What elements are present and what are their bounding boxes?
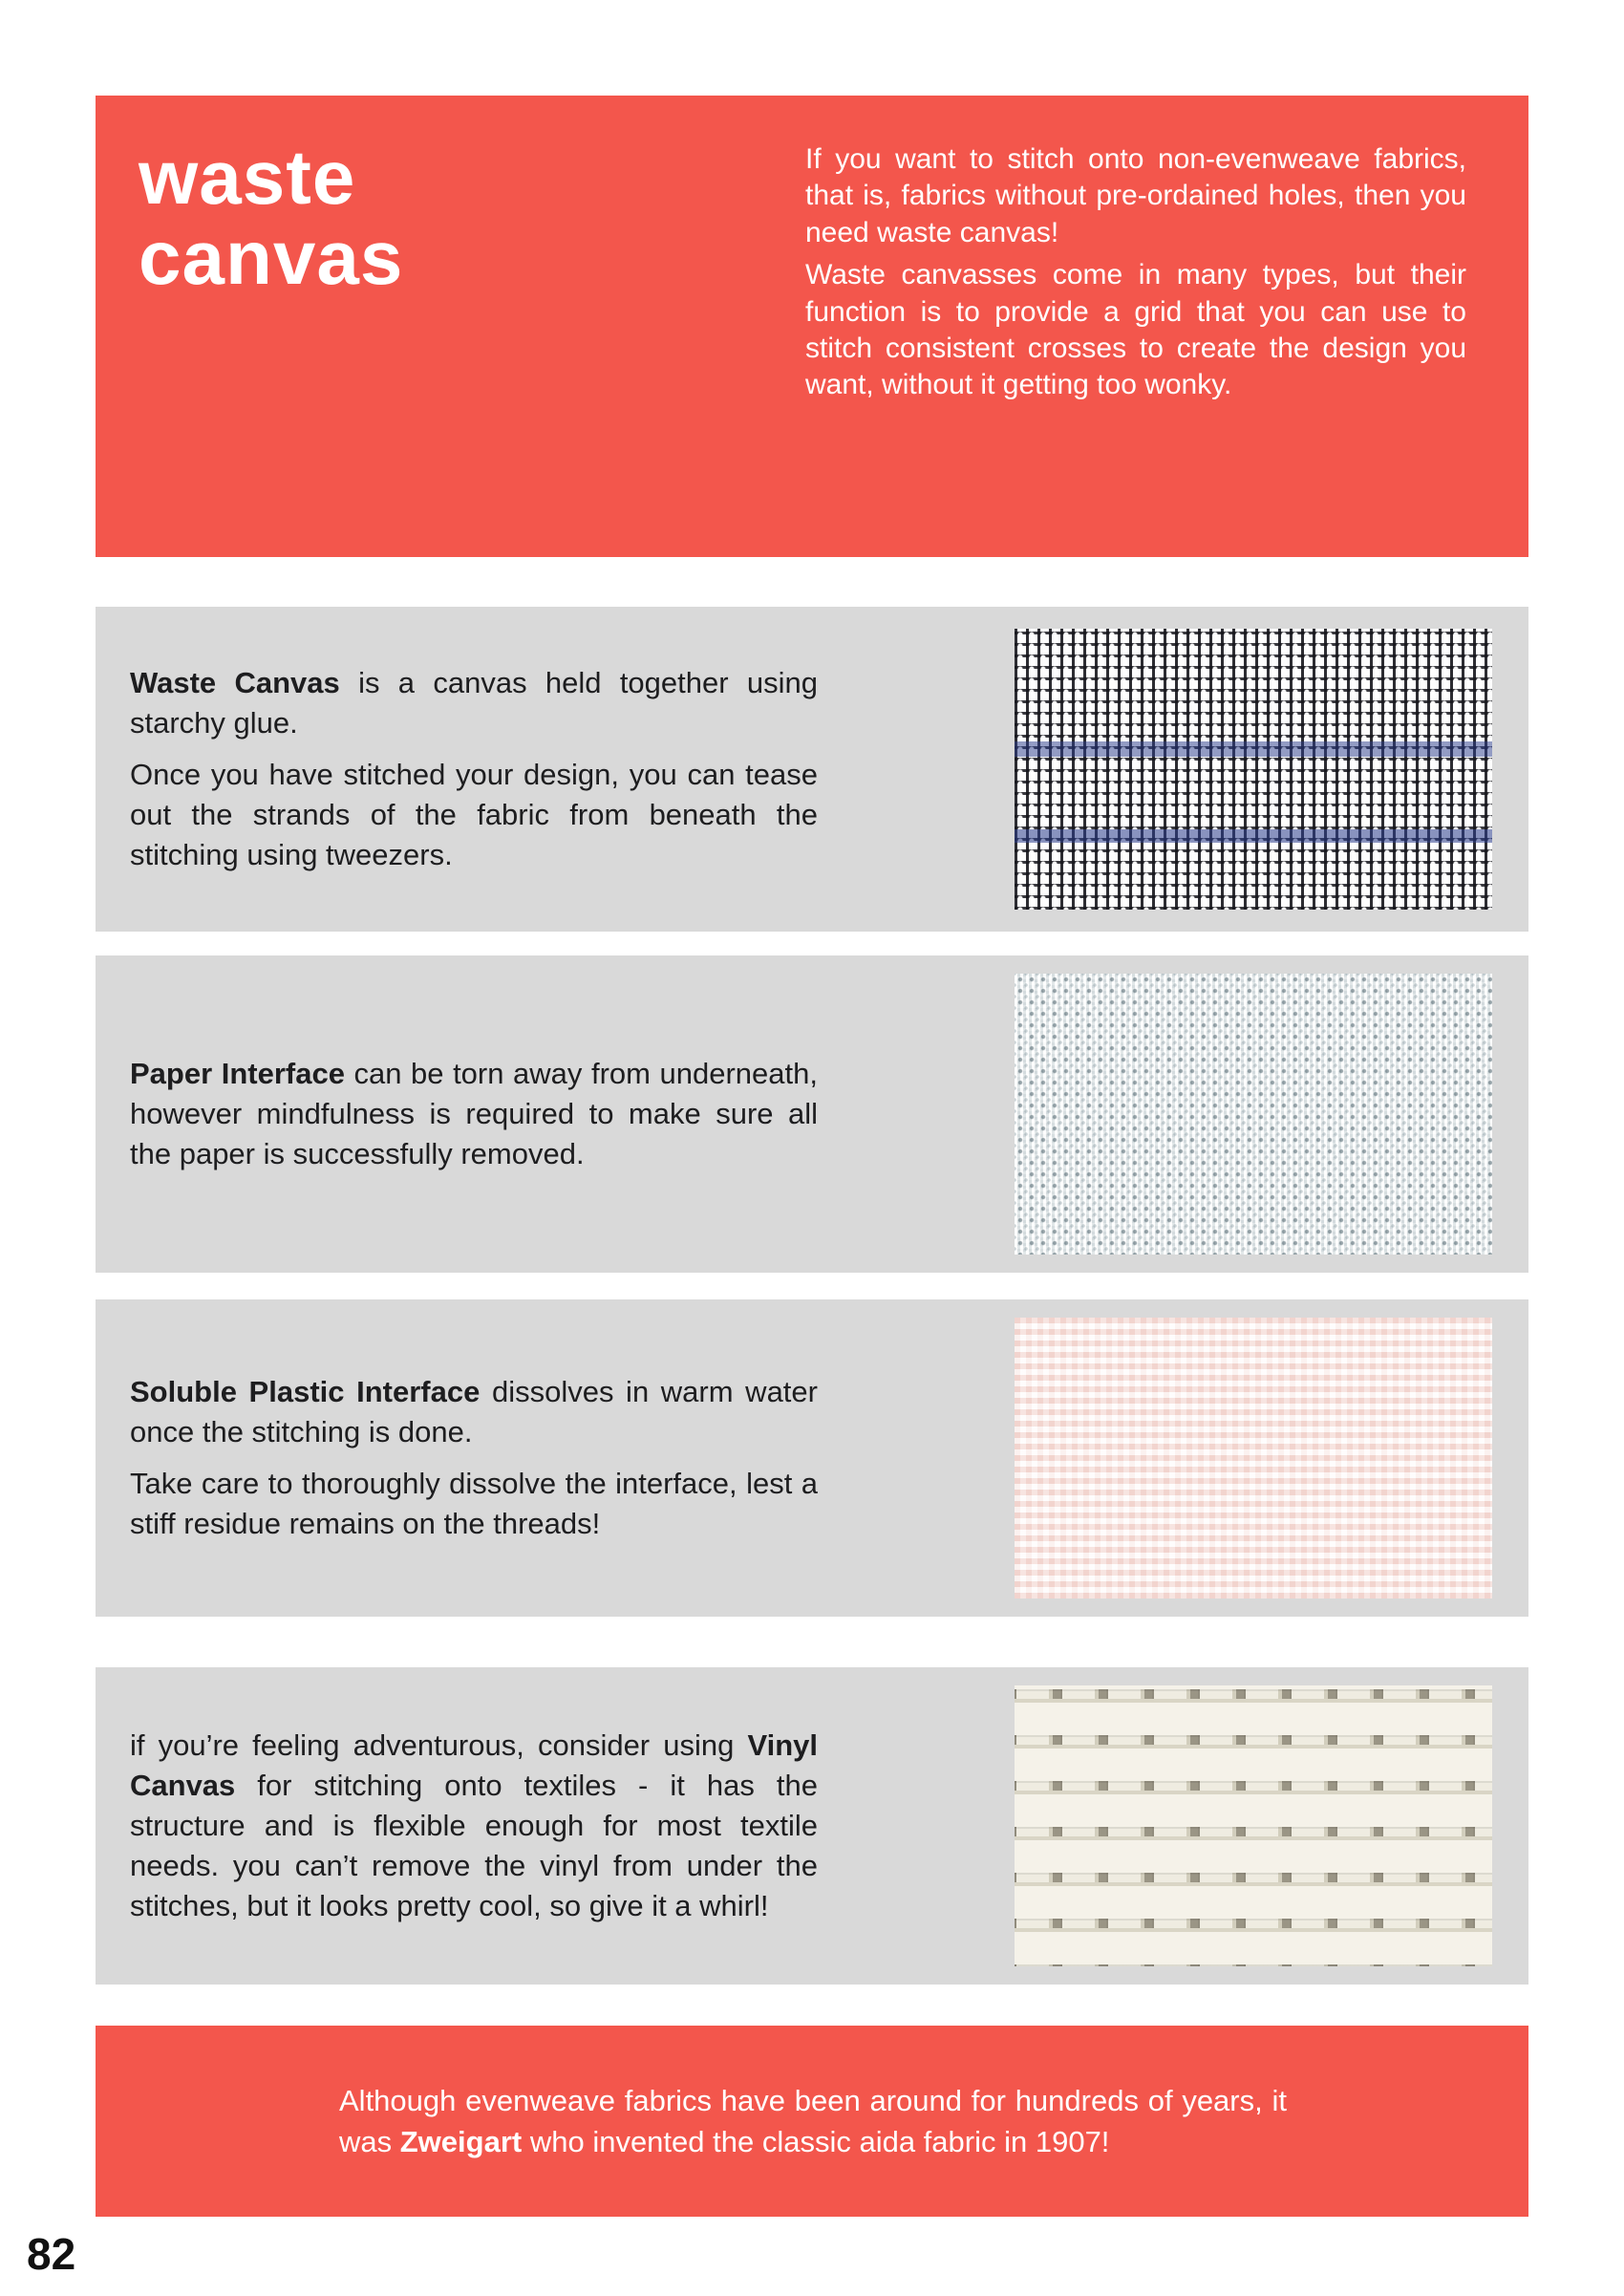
section-vinyl-canvas <box>96 1667 1528 1985</box>
page-number: 82 <box>27 2229 76 2279</box>
section-text <box>96 663 818 874</box>
header-banner <box>96 96 1528 557</box>
section-text <box>96 1726 818 1925</box>
footer-banner <box>96 2026 1528 2217</box>
page-title-line-2: canvas <box>139 215 404 300</box>
page-title-line-1: waste <box>139 135 356 220</box>
vinyl-canvas-photo <box>1015 1685 1492 1966</box>
section-paper-interface <box>96 955 1528 1273</box>
waste-canvas-photo <box>1015 629 1492 910</box>
section-paragraph: Paper Interface can be torn away from underneath, however mindfulness is required to make sure all the paper is successfully removed. <box>130 1057 818 1170</box>
page-title <box>139 135 404 300</box>
term-label: Vinyl Canvas <box>130 1728 818 1803</box>
brand-name: Zweigart <box>399 2125 523 2158</box>
paper-interface-photo <box>1015 974 1492 1255</box>
section-text <box>96 1372 818 1543</box>
section-soluble-plastic <box>96 1299 1528 1617</box>
intro-paragraph-2: Waste canvasses come in many types, but their function is to provide a grid that you can use to stitch consistent crosses to create the design you want, without it getting too wonky. <box>805 259 1466 401</box>
term-label: Waste Canvas <box>130 666 340 700</box>
section-paragraph: Once you have stitched your design, you can tease out the strands of the fabric from beneath the stitching using tweezers. <box>130 758 818 871</box>
section-paragraph: Soluble Plastic Interface dissolves in warm water once the stitching is done. <box>130 1375 818 1449</box>
intro-paragraph-1: If you want to stitch onto non-evenweave fabrics, that is, fabrics without pre-ordained holes, then you need waste canvas! <box>805 143 1466 248</box>
section-paragraph: if you’re feeling adventurous, consider using Vinyl Canvas for stitching onto textiles - it has the structure and is flexible enough for most textile needs. you can’t remove the vinyl from under the stitches, but it looks pretty cool, so give it a whirl! <box>130 1728 818 1922</box>
section-text <box>96 1054 818 1174</box>
section-paragraph: Waste Canvas is a canvas held together using starchy glue. <box>130 666 818 740</box>
section-waste-canvas <box>96 607 1528 932</box>
history-note: Although evenweave fabrics have been around for hundreds of years, it was Zweigart who invented the classic aida fabric in 1907! <box>339 2083 1287 2158</box>
term-label: Paper Interface <box>130 1057 345 1091</box>
soluble-plastic-photo <box>1015 1318 1492 1599</box>
intro-text <box>805 141 1466 404</box>
section-paragraph: Take care to thoroughly dissolve the interface, lest a stiff residue remains on the threads! <box>130 1467 818 1540</box>
term-label: Soluble Plastic Interface <box>130 1375 481 1409</box>
